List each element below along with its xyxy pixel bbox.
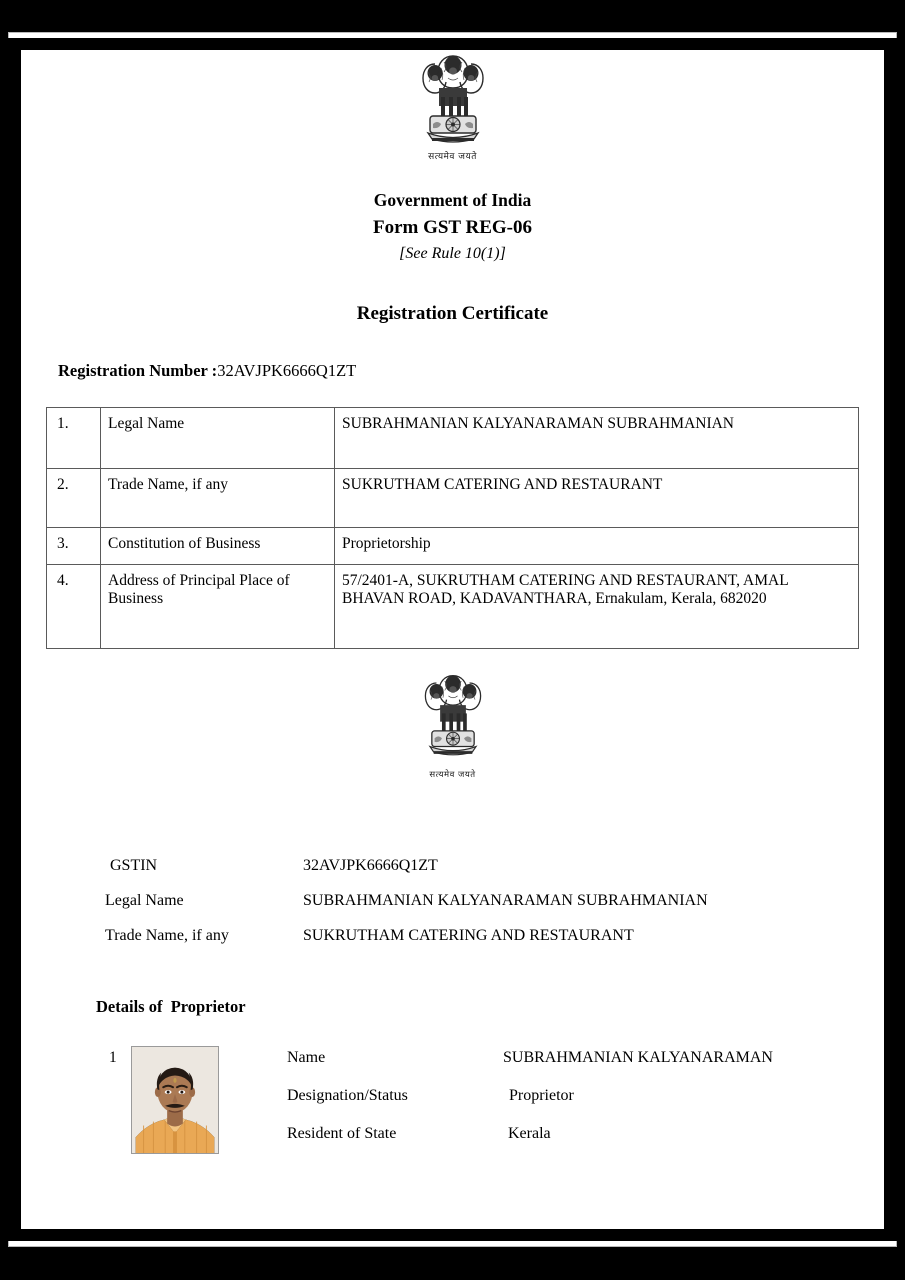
state-emblem-top	[0, 52, 905, 162]
row-serial: 3.	[47, 528, 101, 565]
proprietor-designation-value: Proprietor	[509, 1087, 574, 1104]
emblem-motto-text: सत्यमेव जयते	[429, 770, 476, 780]
registration-number-value: 32AVJPK6666Q1ZT	[217, 361, 357, 380]
proprietor-section-heading: Details of Proprietor	[96, 997, 246, 1016]
row-serial: 1.	[47, 408, 101, 469]
proprietor-name-row	[0, 1049, 905, 1071]
table-row	[47, 469, 859, 528]
form-number-title: Form GST REG-06	[372, 217, 533, 238]
table-row	[47, 565, 859, 649]
row-serial: 2.	[47, 469, 101, 528]
row-serial: 4.	[47, 565, 101, 649]
table-row	[47, 528, 859, 565]
summary-trade-name-row	[0, 927, 905, 949]
summary-legal-name-label: Legal Name	[105, 892, 184, 909]
registration-number-line	[58, 361, 356, 381]
registration-details-table	[46, 407, 859, 649]
summary-gstin-value: 32AVJPK6666Q1ZT	[303, 857, 438, 874]
proprietor-name-value: SUBRAHMANIAN KALYANARAMAN	[503, 1049, 773, 1066]
summary-gstin-label: GSTIN	[110, 857, 158, 874]
summary-legal-name-value: SUBRAHMANIAN KALYANARAMAN SUBRAHMANIAN	[303, 892, 708, 909]
summary-legal-name-row	[0, 892, 905, 914]
emblem-motto-text: सत्यमेव जयते	[428, 152, 477, 162]
row-label: Legal Name	[101, 408, 335, 469]
proprietor-state-label: Resident of State	[287, 1125, 397, 1142]
row-label: Address of Principal Place of Business	[101, 565, 335, 649]
row-value: Proprietorship	[335, 528, 859, 565]
registration-number-label: Registration Number :	[58, 361, 218, 380]
row-label: Trade Name, if any	[101, 469, 335, 528]
row-label: Constitution of Business	[101, 528, 335, 565]
row-value: 57/2401-A, SUKRUTHAM CATERING AND RESTAURANT, AMAL BHAVAN ROAD, KADAVANTHARA, Ernakulam, Kerala, 682020	[335, 565, 859, 649]
proprietor-designation-label: Designation/Status	[287, 1087, 408, 1104]
rule-reference-text: [See Rule 10(1)]	[399, 245, 506, 262]
row-value: SUKRUTHAM CATERING AND RESTAURANT	[335, 469, 859, 528]
government-of-india-title: Government of India	[373, 190, 532, 210]
summary-trade-name-value: SUKRUTHAM CATERING AND RESTAURANT	[303, 927, 634, 944]
certificate-title: Registration Certificate	[356, 303, 549, 324]
proprietor-index: 1	[109, 1049, 117, 1066]
proprietor-state-row	[0, 1125, 905, 1147]
proprietor-state-value: Kerala	[508, 1125, 551, 1142]
state-emblem-middle	[0, 672, 905, 780]
table-row	[47, 408, 859, 469]
proprietor-designation-row	[0, 1087, 905, 1109]
summary-gstin-row	[0, 857, 905, 879]
proprietor-name-label: Name	[287, 1049, 326, 1066]
row-value: SUBRAHMANIAN KALYANARAMAN SUBRAHMANIAN	[335, 408, 859, 469]
summary-trade-name-label: Trade Name, if any	[105, 927, 229, 944]
